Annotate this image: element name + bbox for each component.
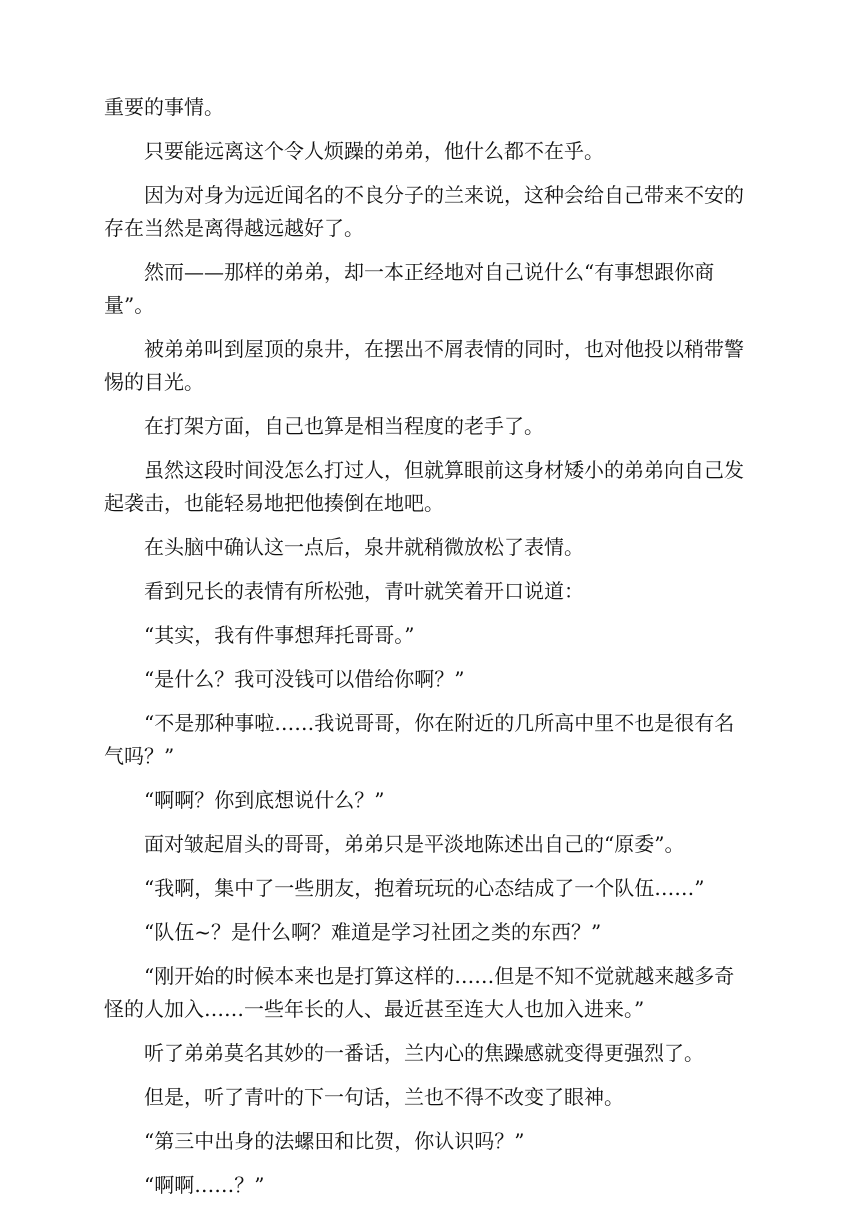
paragraph-2: 只要能远离这个令人烦躁的弟弟，他什么都不在乎。: [144, 139, 604, 163]
paragraph-21: “啊啊……？”: [144, 1173, 265, 1197]
paragraph-11: “是什么？我可没钱可以借给你啊？”: [144, 667, 465, 691]
paragraph-4: 然而——那样的弟弟，却一本正经地对自己说什么“有事想跟你商量”。: [104, 260, 715, 317]
paragraph-19: 但是，听了青叶的下一句话，兰也不得不改变了眼神。: [144, 1085, 624, 1109]
paragraph-7: 虽然这段时间没怎么打过人，但就算眼前这身材矮小的弟弟向自己发起袭击，也能轻易地把他揍倒在地吧。: [104, 458, 744, 515]
paragraph-10: “其实，我有件事想拜托哥哥。”: [144, 623, 415, 647]
paragraph-6: 在打架方面，自己也算是相当程度的老手了。: [144, 414, 544, 438]
paragraph-18: 听了弟弟莫名其妙的一番话，兰内心的焦躁感就变得更强烈了。: [144, 1041, 704, 1065]
paragraph-3: 因为对身为远近闻名的不良分子的兰来说，这种会给自己带来不安的存在当然是离得越远越好了。: [104, 183, 744, 240]
paragraph-13: “啊啊？你到底想说什么？”: [144, 788, 385, 812]
paragraph-20: “第三中出身的法螺田和比贺，你认识吗？”: [144, 1129, 525, 1153]
paragraph-16: “队伍~？是什么啊？难道是学习社团之类的东西？”: [144, 920, 602, 944]
paragraph-8: 在头脑中确认这一点后，泉井就稍微放松了表情。: [144, 535, 584, 559]
paragraph-15: “我啊，集中了一些朋友，抱着玩玩的心态结成了一个队伍……”: [144, 876, 705, 900]
paragraph-9: 看到兄长的表情有所松弛，青叶就笑着开口说道：: [144, 579, 584, 603]
document-page: [104, 91, 754, 1213]
paragraph-5: 被弟弟叫到屋顶的泉井，在摆出不屑表情的同时，也对他投以稍带警惕的目光。: [104, 337, 744, 394]
paragraph-17: “刚开始的时候本来也是打算这样的……但是不知不觉就越来越多奇怪的人加入……一些年长的人、最近甚至连大人也加入进来。”: [104, 964, 735, 1021]
paragraph-1: 重要的事情。: [104, 95, 224, 119]
paragraph-14: 面对皱起眉头的哥哥，弟弟只是平淡地陈述出自己的“原委”。: [144, 832, 685, 856]
paragraph-12: “不是那种事啦……我说哥哥，你在附近的几所高中里不也是很有名气吗？”: [104, 711, 735, 768]
